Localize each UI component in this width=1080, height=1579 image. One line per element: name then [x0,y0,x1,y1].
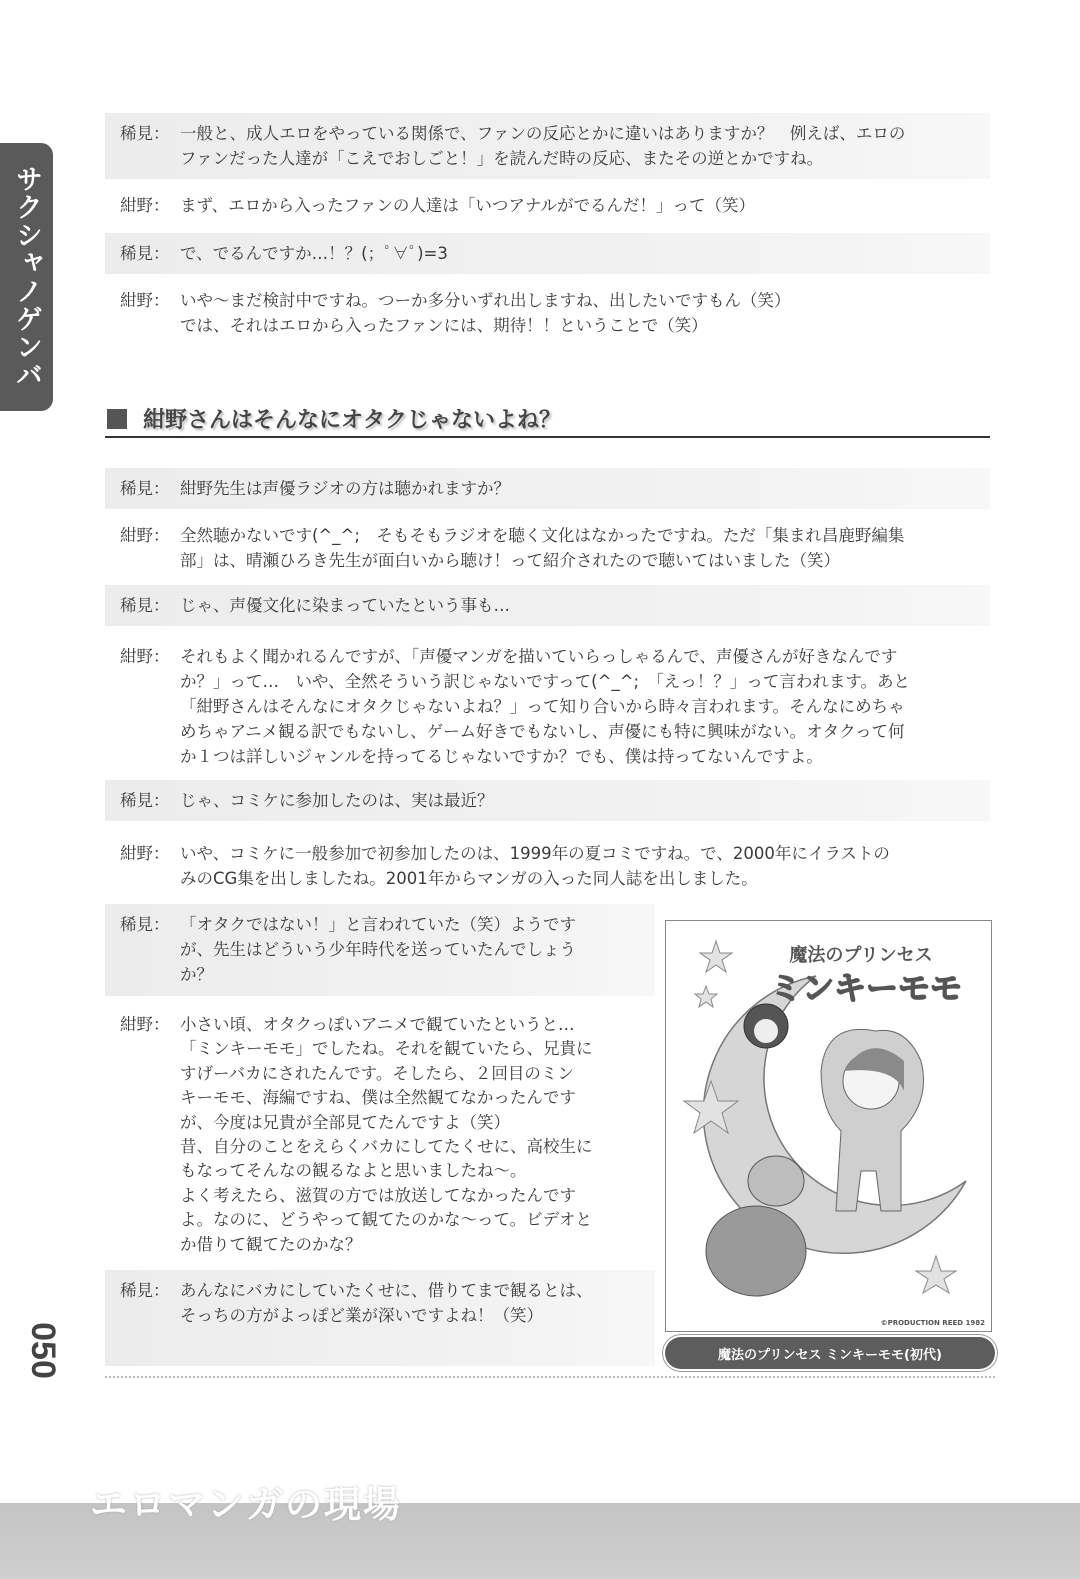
text-line: 「紺野さんはそんなにオタクじゃないよね？」って知り合いから時々言われます。そんなにめちゃ [180,697,905,716]
speaker-label: 稀見： [120,791,170,810]
text-line: 小さい頃、オタクっぽいアニメで観ていたというと… [180,1015,575,1034]
speaker-label: 紺野： [120,291,170,310]
caption-text: 魔法のプリンセス ミンキーモモ(初代) [718,1347,942,1363]
text-line: 「オタクではない！」と言われていた（笑）ようです [180,915,576,934]
page-number [22,1305,62,1395]
dialogue-entry-artist [105,515,990,581]
text-line: か？ [180,965,213,984]
text-line: よ。なのに、どうやって観てたのかな～って。ビデオと [180,1210,592,1230]
figure-caption [665,1337,995,1369]
text-line: か？」って… いや、全然そういう訳じゃないですって(^_^; 「えっ！？」って言われます。あと [180,672,911,691]
text-line: か借りて観てたのかな？ [180,1234,362,1254]
text-line: か１つは詳しいジャンルを持ってるじゃないですか？でも、僕は持ってないんですよ。 [180,747,823,766]
text-line: 全然聴かないです(^_^; そもそもラジオを聴く文化はなかったですね。ただ「集まれ昌鹿野編集 [180,526,905,545]
dialogue-entry-artist [105,280,990,346]
speaker-label: 稀見： [120,124,170,143]
dialogue-entry-interviewer [105,113,990,179]
illustration-art [666,921,991,1331]
side-section-tab: サクシャノゲンバ [0,143,53,411]
heading-text: 紺野さんはそんなにオタクじゃないよね？ [143,408,562,433]
copyright-text: ©PRODUCTION REED 1982 [880,1319,985,1327]
text-line: いや～まだ検討中ですね。つーか多分いずれ出しますね、出したいですもん（笑） [180,291,791,310]
text-line: 「ミンキーモモ」でしたね。それを観ていたら、兄貴に [180,1039,593,1059]
text-line: で、でるんですか…！？(；ﾟ∀ﾟ)=3 [180,244,448,263]
text-line: すげーバカにされたんです。そしたら、２回目のミン [180,1063,574,1083]
dialogue-entry-artist [105,1005,655,1265]
text-line: では、それはエロから入ったファンには、期待！！ということで（笑） [180,316,708,335]
text-line: まず、エロから入ったファンの人達は「いつアナルがでるんだ！」って（笑） [180,196,756,215]
text-line: 紺野先生は声優ラジオの方は聴かれますか？ [180,479,510,498]
logo-subtitle: 魔法のプリンセス [789,945,933,966]
text-line: めちゃアニメ観る訳でもないし、ゲーム好きでもないし、声優にも特に興味がない。オタクって何 [180,722,905,741]
text-line: よく考えたら、滋賀の方では放送してなかったんです [180,1185,576,1205]
section-divider [105,1376,995,1378]
text-line: ファンだった人達が「こえでおしごと！」を読んだ時の反応、またその逆とかですね。 [180,149,824,168]
text-line: じゃ、コミケに参加したのは、実は最近？ [180,791,494,810]
dialogue-entry-interviewer [105,1270,655,1366]
dialogue-entry-artist [105,185,990,226]
logo-title: ミンキーモモ [769,969,963,1007]
page-number-text: 050 [23,1321,62,1379]
dialogue-entry-interviewer [105,233,990,274]
text-line: あんなにバカにしていたくせに、借りてまで観るとは、 [180,1281,593,1300]
text-line: そっちの方がよっぽど業が深いですよね！（笑） [180,1306,543,1325]
speaker-label: 稀見： [120,479,170,498]
book-title: エロマンガの現場 [90,1483,402,1526]
dialogue-entry-artist [105,833,990,899]
speaker-label: 紺野： [120,526,170,545]
speaker-label: 稀見： [120,244,170,263]
text-line: 一般と、成人エロをやっている関係で、ファンの反応とかに違いはありますか？ 例えば、エロの [180,124,906,143]
text-line: 昔、自分のことをえらくバカにしてたくせに、高校生に [180,1137,593,1157]
speaker-label: 稀見： [120,596,170,615]
text-line: いや、コミケに一般参加で初参加したのは、1999年の夏コミですね。で、2000年にイラストの [180,844,890,863]
dialogue-entry-interviewer [105,468,990,509]
text-line: もなってそんなの観るなよと思いましたね～。 [180,1161,527,1181]
speaker-label: 紺野： [120,647,170,666]
speaker-label: 紺野： [120,1015,170,1034]
anime-illustration [665,920,992,1332]
text-line: みのCG集を出しましたね。2001年からマンガの入った同人誌を出しました。 [180,869,758,888]
speaker-label: 稀見： [120,1281,170,1300]
speaker-label: 紺野： [120,844,170,863]
section-heading [105,400,990,438]
text-line: 部」は、晴瀬ひろき先生が面白いから聴け！って紹介されたので聴いてはいました（笑） [180,551,840,570]
text-line: それもよく聞かれるんですが、「声優マンガを描いていらっしゃるんで、声優さんが好きなんです [180,647,898,666]
dog-creature [706,1206,806,1296]
text-line: キーモモ、海編ですね、僕は全然観てなかったんです [180,1088,576,1108]
text-line: が、今度は兄貴が全部見てたんですよ（笑） [180,1112,510,1132]
dialogue-entry-interviewer [105,780,990,821]
dialogue-entry-interviewer [105,904,655,996]
speaker-label: 紺野： [120,196,170,215]
text-line: が、先生はどういう少年時代を送っていたんでしょう [180,940,576,959]
dialogue-entry-artist [105,636,990,777]
square-bullet-icon [107,409,127,429]
speaker-label: 稀見： [120,915,170,934]
dialogue-entry-interviewer [105,585,990,626]
text-line: じゃ、声優文化に染まっていたという事も… [180,596,510,615]
